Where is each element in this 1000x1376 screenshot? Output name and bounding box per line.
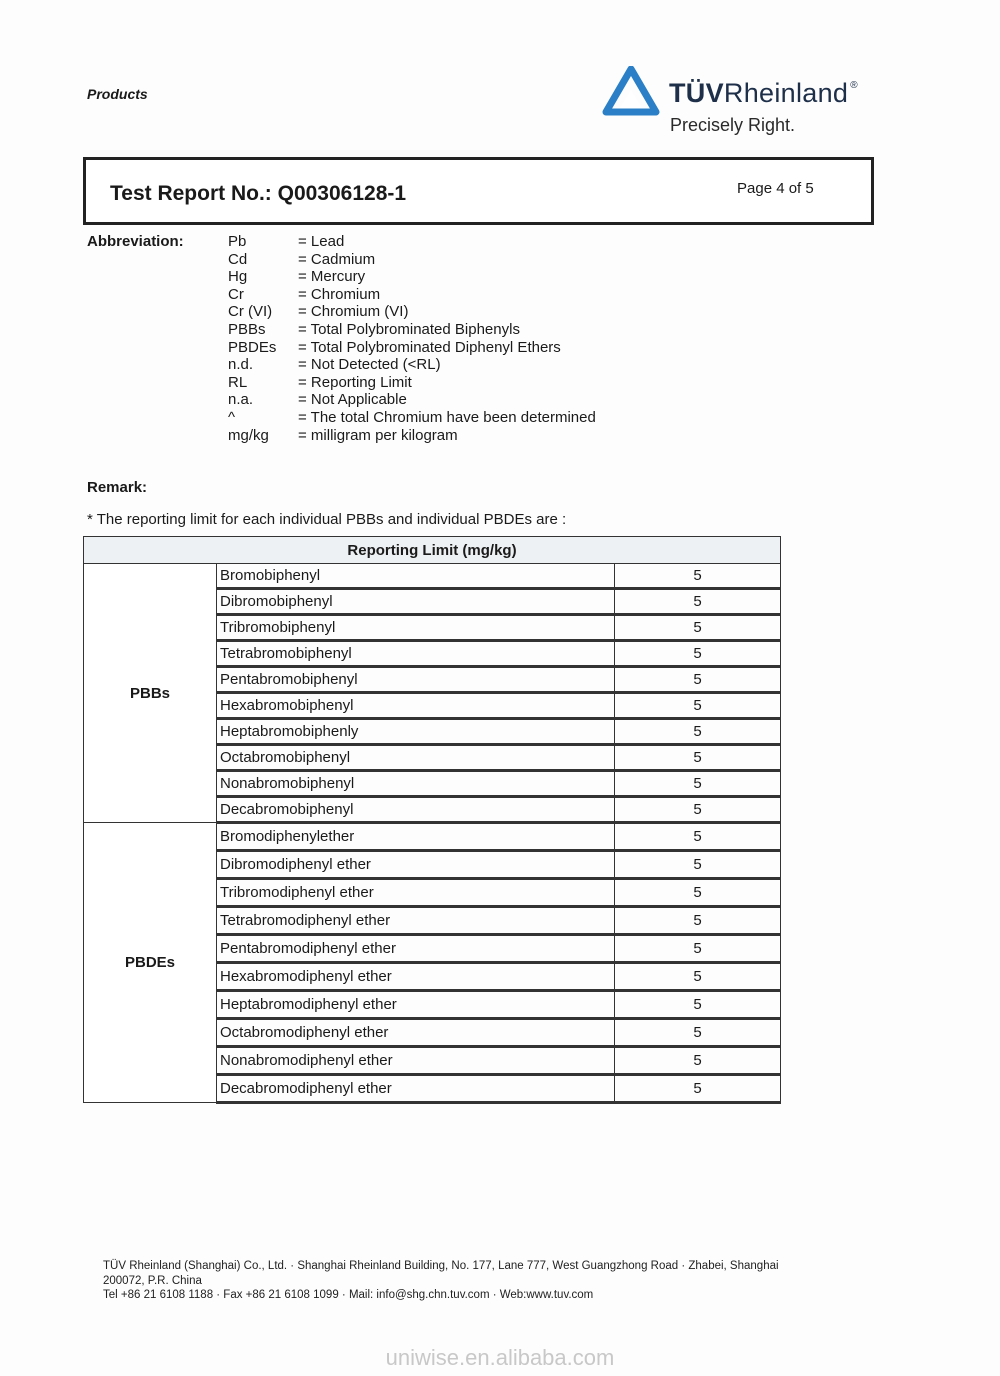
abbreviation-code: RL (228, 373, 248, 391)
table-header: Reporting Limit (mg/kg) (84, 537, 781, 564)
report-title: Test Report No.: Q00306128-1 (110, 182, 407, 205)
abbreviation-code: PBDEs (228, 338, 277, 356)
limit-value: 5 (615, 615, 781, 641)
compound-name: Tribromobiphenyl (217, 615, 615, 641)
limit-value: 5 (615, 564, 781, 589)
footer-address: TÜV Rheinland (Shanghai) Co., Ltd. · Shanghai Rheinland Building, No. 177, Lane 777, West Guangzhong Road · Zhabei, Shanghai (103, 1260, 779, 1272)
compound-name: Octabromodiphenyl ether (217, 1019, 615, 1047)
abbreviation-code: n.a. (228, 391, 254, 409)
abbreviation-code: Hg (228, 268, 248, 286)
compound-name: Heptabromobiphenly (217, 719, 615, 745)
abbreviation-definition: = Chromium (VI) (298, 303, 409, 321)
abbreviation-definition: = milligram per kilogram (298, 426, 458, 444)
abbreviation-code: Cr (VI) (228, 303, 273, 321)
compound-name: Nonabromobiphenyl (217, 771, 615, 797)
compound-name: Tribromodiphenyl ether (217, 879, 615, 907)
compound-name: Octabromobiphenyl (217, 745, 615, 771)
abbreviation-code: Pb (228, 233, 247, 250)
footer-contact: Tel +86 21 6108 1188 · Fax +86 21 6108 1099 · Mail: info@shg.chn.tuv.com · Web:www.tuv.com (103, 1289, 594, 1301)
compound-name: Pentabromobiphenyl (217, 667, 615, 693)
limit-value: 5 (615, 1047, 781, 1075)
triangle-logo-icon (602, 66, 660, 118)
compound-name: Dibromodiphenyl ether (217, 851, 615, 879)
compound-name: Pentabromodiphenyl ether (217, 935, 615, 963)
reporting-limit-table (83, 536, 781, 1104)
compound-name: Bromodiphenylether (217, 823, 615, 851)
compound-name: Bromobiphenyl (217, 564, 615, 589)
abbreviation-code: PBBs (228, 320, 266, 338)
abbreviation-code: mg/kg (228, 426, 269, 444)
limit-value: 5 (615, 797, 781, 823)
compound-name: Decabromodiphenyl ether (217, 1075, 615, 1103)
group-label: PBDEs (84, 823, 217, 1103)
table-row (84, 564, 781, 589)
watermark: uniwise.en.alibaba.com (385, 1345, 615, 1370)
footer-postcode: 200072, P.R. China (103, 1274, 202, 1287)
abbreviation-definition: = Reporting Limit (298, 373, 412, 391)
compound-name: Heptabromodiphenyl ether (217, 991, 615, 1019)
limit-value: 5 (615, 823, 781, 851)
abbreviation-label: Abbreviation: (87, 233, 184, 250)
compound-name: Tetrabromobiphenyl (217, 641, 615, 667)
limit-value: 5 (615, 879, 781, 907)
footer (103, 1259, 779, 1303)
remark-text: * The reporting limit for each individual PBBs and individual PBDEs are : (87, 511, 567, 528)
section-label: Products (87, 86, 148, 102)
limit-value: 5 (615, 963, 781, 991)
compound-name: Decabromobiphenyl (217, 797, 615, 823)
remark-label: Remark: (87, 479, 148, 496)
abbreviation-code: Cd (228, 250, 248, 268)
limit-value: 5 (615, 719, 781, 745)
compound-name: Dibromobiphenyl (217, 589, 615, 615)
abbreviation-code: Cr (228, 285, 244, 303)
limit-value: 5 (615, 907, 781, 935)
limit-value: 5 (615, 693, 781, 719)
tuv-logo (602, 66, 902, 146)
compound-name: Nonabromodiphenyl ether (217, 1047, 615, 1075)
limit-value: 5 (615, 991, 781, 1019)
limit-value: 5 (615, 771, 781, 797)
abbreviation-code: n.d. (228, 356, 254, 374)
limit-value: 5 (615, 935, 781, 963)
abbreviation-definition: = Chromium (298, 285, 381, 303)
compound-name: Hexabromobiphenyl (217, 693, 615, 719)
brand-name: TÜVRheinland ® (669, 78, 858, 108)
limit-value: 5 (615, 1075, 781, 1103)
limit-value: 5 (615, 1019, 781, 1047)
abbreviation-definition: = The total Chromium have been determined (298, 408, 596, 426)
tagline: Precisely Right. (670, 115, 796, 135)
abbreviation-definition: = Total Polybrominated Biphenyls (298, 320, 520, 338)
page-number: Page 4 of 5 (737, 180, 814, 197)
group-label: PBBs (84, 564, 217, 823)
limit-value: 5 (615, 667, 781, 693)
limit-value: 5 (615, 589, 781, 615)
compound-name: Hexabromodiphenyl ether (217, 963, 615, 991)
limit-value: 5 (615, 641, 781, 667)
abbreviation-definition: = Mercury (298, 268, 366, 286)
compound-name: Tetrabromodiphenyl ether (217, 907, 615, 935)
abbreviation-definition: = Total Polybrominated Diphenyl Ethers (298, 338, 561, 356)
abbreviation-definition: = Not Applicable (298, 391, 407, 409)
abbreviation-definition: = Not Detected (<RL) (298, 356, 441, 374)
limit-value: 5 (615, 745, 781, 771)
abbreviation-definition: = Cadmium (298, 250, 376, 268)
table-row (84, 823, 781, 851)
abbreviation-definition: = Lead (298, 233, 345, 250)
abbreviation-code: ^ (228, 408, 236, 426)
report-header-box (83, 157, 874, 225)
limit-value: 5 (615, 851, 781, 879)
